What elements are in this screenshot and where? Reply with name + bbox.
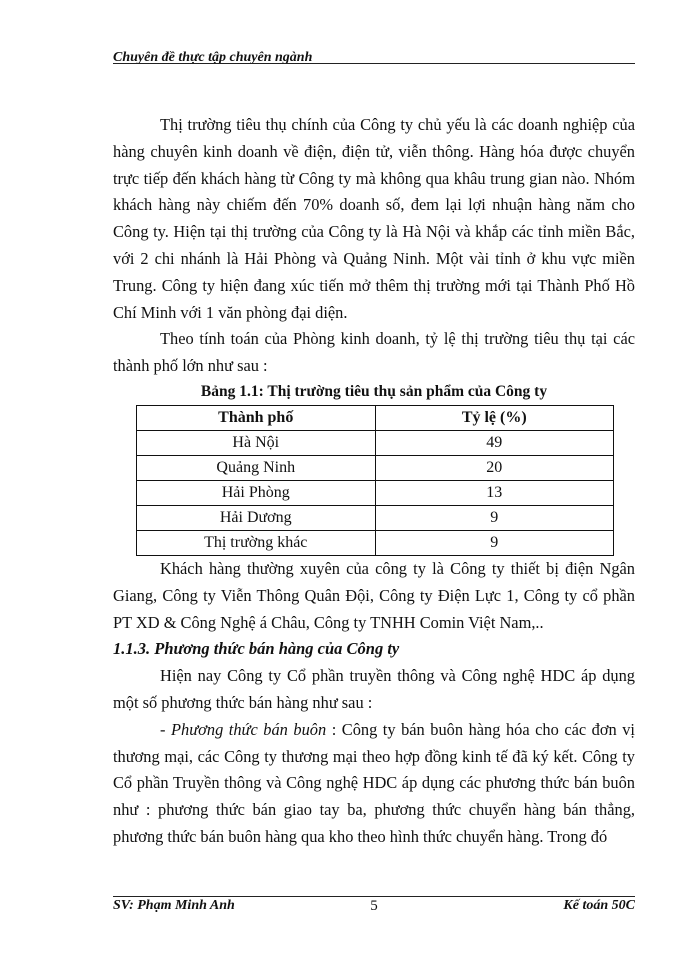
table-caption: Bảng 1.1: Thị trường tiêu thụ sản phẩm của Công ty [200, 382, 548, 400]
table-row [137, 505, 614, 530]
bullet-dash: - [160, 719, 171, 739]
table-row [137, 480, 614, 505]
column-header-share: Tỷ lệ (%) [375, 405, 614, 430]
cell-city: Hà Nội [137, 430, 376, 455]
market-share-table [136, 405, 614, 556]
cell-city: Quảng Ninh [137, 455, 376, 480]
header-title: Chuyên đề thực tập chuyên ngành [113, 50, 313, 64]
table-row [137, 455, 614, 480]
cell-share: 13 [375, 480, 614, 505]
table-row [137, 530, 614, 555]
page-footer [113, 896, 635, 927]
page-header [113, 47, 635, 64]
cell-share: 9 [375, 505, 614, 530]
paragraph-customers: Khách hàng thường xuyên của công ty là Công ty thiết bị điện Ngân Giang, Công ty Viễn Thông Quân Đội, Công ty Điện Lực 1, Công ty cổ phần PT XD & Công Nghệ á Châu, Công ty TNHH Comin Việt Nam,.. [113, 558, 635, 632]
cell-share: 9 [375, 530, 614, 555]
footer-class: Kế toán 50C [563, 898, 635, 913]
cell-share: 20 [375, 455, 614, 480]
cell-share: 49 [375, 430, 614, 455]
paragraph-wholesale [113, 717, 635, 851]
cell-city: Hải Phòng [137, 480, 376, 505]
table-row [137, 430, 614, 455]
page-number: 5 [370, 898, 378, 914]
footer-author: SV: Phạm Minh Anh [113, 898, 235, 913]
cell-city: Hải Dương [137, 505, 376, 530]
paragraph-sales-methods: Hiện nay Công ty Cổ phần truyền thông và Công nghệ HDC áp dụng một số phương thức bán hàng như sau : [113, 666, 635, 712]
paragraph-market: Thị trường tiêu thụ chính của Công ty chủ yếu là các doanh nghiệp của hàng chuyên kinh doanh về điện, điện tử, viễn thông. Hàng hóa được chuyển trực tiếp đến khách hàng từ Công ty mà không qua khâu trung gian nào. Nhóm khách hàng này chiếm đến 70% doanh số, đem lại lợi nhuận hàng năm cho Công ty. Hiện tại thị trường của Công ty là Hà Nội và khắp các tỉnh miền Bắc, với 2 chi nhánh là Hải Phòng và Quảng Ninh. Một vài tỉnh ở khu vực miền Trung. Công ty hiện đang xúc tiến mở thêm thị trường mới tại Thành Phố Hồ Chí Minh với 1 văn phòng đại diện. [113, 115, 635, 322]
wholesale-description: : Công ty bán buôn hàng hóa cho các đơn vị thương mại, các Công ty thương mại theo hợp đồng kinh tế đã ký kết. Công ty Cổ phần Truyền thông và Công nghệ HDC áp dụng các phương thức bán buôn như : phương thức bán giao tay ba, phương thức chuyển hàng bán thẳng, phương thức bán buôn hàng qua kho theo hình thức chuyển hàng. Trong đó [113, 719, 635, 846]
column-header-city: Thành phố [137, 405, 376, 430]
section-heading: 1.1.3. Phương thức bán hàng của Công ty [113, 639, 400, 659]
table-header-row [137, 405, 614, 430]
wholesale-term: Phương thức bán buôn [170, 719, 327, 739]
cell-city: Thị trường khác [137, 530, 376, 555]
document-body [113, 112, 635, 851]
paragraph-calculation: Theo tính toán của Phòng kinh doanh, tỷ lệ thị trường tiêu thụ tại các thành phố lớn như sau : [113, 329, 635, 376]
